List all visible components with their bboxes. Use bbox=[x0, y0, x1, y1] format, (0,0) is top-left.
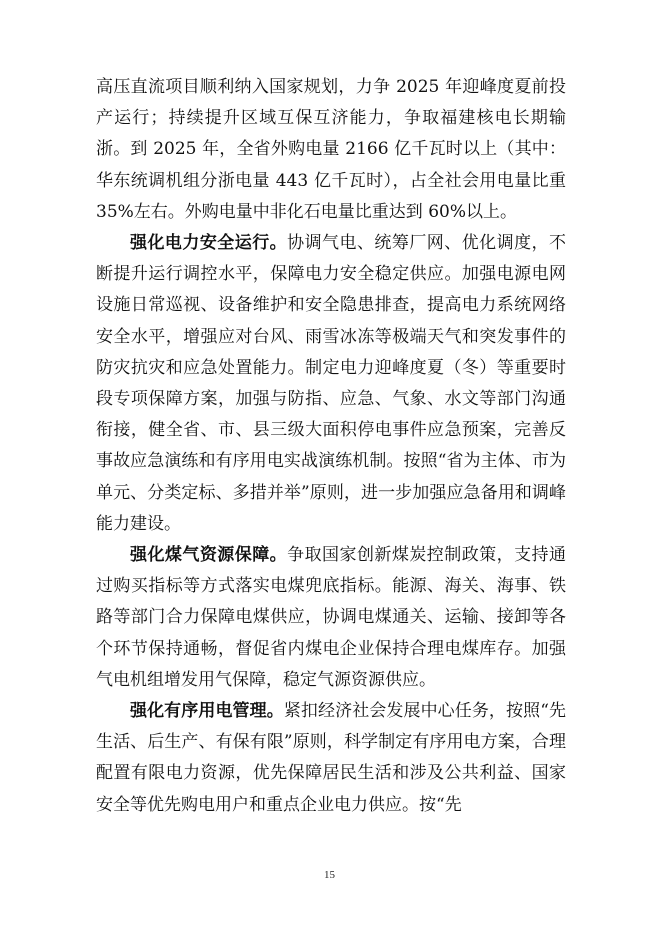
paragraph-3 bbox=[96, 540, 566, 696]
paragraph-2-text: 协调气电、统筹厂网、优化调度，不断提升运行调控水平，保障电力安全稳定供应。加强电源电网设施日常巡视、设备维护和安全隐患排查，提高电力系统网络安全水平，增强应对台风、雨雪冰冻等极端天气和突发事件的防灾抗灾和应急处置能力。制定电力迎峰度夏（冬）等重要时段专项保障方案，加强与防指、应急、气象、水文等部门沟通衔接，健全省、市、县三级大面积停电事件应急预案，完善反事故应急演练和有序用电实战演练机制。按照“省为主体、市为单元、分类定标、多措并举”原则，进一步加强应急备用和调峰能力建设。 bbox=[96, 233, 566, 534]
document-body bbox=[96, 72, 566, 821]
paragraph-4-text: 紧扣经济社会发展中心任务，按照“先生活、后生产、有保有限”原则，科学制定有序用电方案，合理配置有限电力资源，优先保障居民生活和涉及公共利益、国家安全等优先购电用户和重点企业电力供应。按“先 bbox=[96, 701, 566, 815]
paragraph-3-heading: 强化煤气资源保障。 bbox=[130, 545, 288, 566]
paragraph-2 bbox=[96, 228, 566, 540]
paragraph-4 bbox=[96, 696, 566, 821]
page-number: 15 bbox=[324, 869, 335, 881]
paragraph-3-text: 争取国家创新煤炭控制政策，支持通过购买指标等方式落实电煤兜底指标。能源、海关、海事、铁路等部门合力保障电煤供应，协调电煤通关、运输、接卸等各个环节保持通畅，督促省内煤电企业保持合理电煤库存。加强气电机组增发用气保障，稳定气源资源供应。 bbox=[96, 545, 566, 690]
paragraph-1 bbox=[96, 72, 566, 228]
paragraph-4-heading: 强化有序用电管理。 bbox=[130, 701, 284, 722]
paragraph-1-text: 高压直流项目顺利纳入国家规划，力争 2025 年迎峰度夏前投产运行；持续提升区域互保互济能力，争取福建核电长期输浙。到 2025 年，全省外购电量 2166 亿千瓦时以上（其中：华东统调机组分浙电量 443 亿千瓦时），占全社会用电量比重 35%左右。外购电量中非化石电量比重达到 60%以上。 bbox=[96, 77, 566, 222]
paragraph-2-heading: 强化电力安全运行。 bbox=[130, 233, 288, 254]
